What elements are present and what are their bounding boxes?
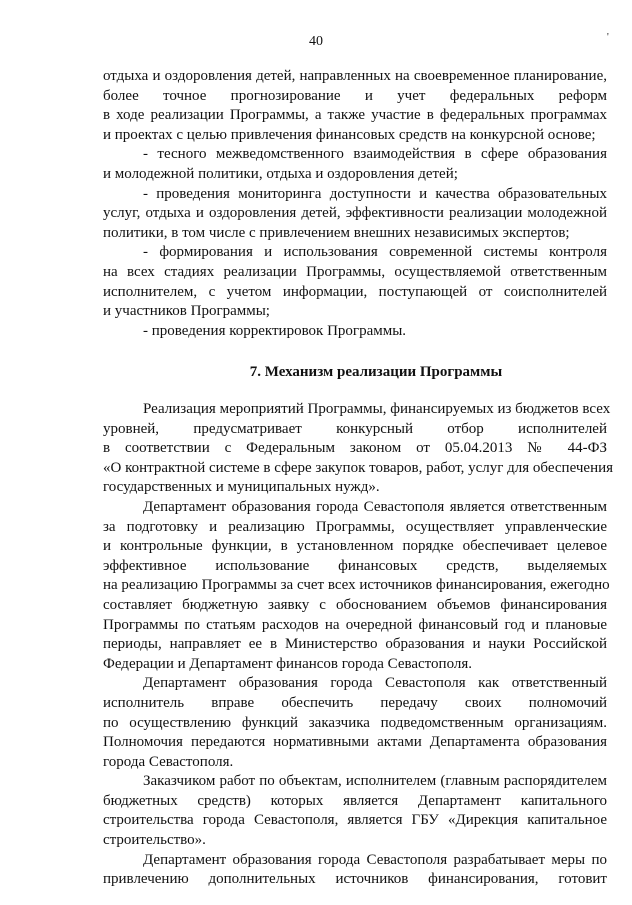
text-line: и проектах с целью привлечения финансовых средств на конкурсной основе; (103, 126, 596, 143)
text-line: - формирования и использования современной системы контроля (143, 244, 607, 261)
text-line: Программы по статьям расходов на очередной финансовый год и плановые (103, 616, 607, 633)
text-line: услуг, отдыха и оздоровления детей, эффективности реализации молодежной (103, 205, 607, 222)
text-line: государственных и муниципальных нужд». (103, 479, 380, 496)
text-line: Реализация мероприятий Программы, финансируемых из бюджетов всех (143, 401, 611, 417)
text-line: строительство». (103, 832, 206, 849)
text-line: на реализацию Программы за счет всех источников финансирования, ежегодно (103, 577, 610, 594)
text-line: Департамент образования города Севастополя является ответственным (143, 498, 607, 515)
section-heading: 7. Механизм реализации Программы (249, 364, 503, 380)
text-line: политики, в том числе с привлечением внешних независимых экспертов; (103, 224, 570, 241)
continued-text-block (103, 67, 607, 341)
text-line: Полномочия передаются нормативными актами Департамента образования (103, 734, 607, 751)
text-line: привлечению дополнительных источников финансирования, готовит (103, 871, 607, 888)
text-line: Департамент образования города Севастополя разрабатывает меры по (143, 851, 607, 868)
text-line: бюджетных средств) которых является Департамент капитального (103, 792, 607, 809)
text-line: города Севастополя. (103, 753, 234, 770)
text-line: составляет бюджетную заявку с обоснованием объемов финансирования (103, 596, 607, 613)
text-line: Федерации и Департамент финансов города Севастополя. (103, 655, 473, 672)
text-line: - проведения мониторинга доступности и качества образовательных (143, 185, 607, 202)
page-number: 40 (309, 34, 323, 49)
corner-mark: ' (607, 32, 609, 43)
text-line: более точное прогнозирование и учет федеральных реформ (103, 87, 607, 104)
text-line: уровней, предусматривает конкурсный отбор исполнителей (103, 420, 607, 437)
text-line: Департамент образования города Севастополя как ответственный (143, 675, 607, 692)
section-7-text-block (103, 400, 614, 890)
text-line: строительства города Севастополя, является ГБУ «Дирекция капитальное (103, 812, 607, 829)
text-line: и участников Программы; (103, 303, 270, 320)
text-line: - проведения корректировок Программы. (143, 322, 407, 339)
text-line: и молодежной политики, отдыха и оздоровления детей; (103, 165, 458, 182)
text-line: и контрольные функции, в установленном порядке обеспечивает целевое (103, 538, 607, 555)
text-line: по осуществлению функций заказчика подведомственным организациям. (103, 714, 607, 731)
text-line: исполнителем, с учетом информации, поступающей от соисполнителей (103, 283, 607, 300)
text-line: периоды, направляет ее в Министерство образования и науки Российской (103, 636, 607, 653)
text-line: - тесного межведомственного взаимодействия в сфере образования (143, 146, 607, 163)
text-line: на всех стадиях реализации Программы, осуществляемой ответственным (103, 263, 607, 280)
text-line: «О контрактной системе в сфере закупок товаров, работ, услуг для обеспечения (103, 459, 614, 476)
text-line: исполнитель вправе обеспечить передачу своих полномочий (103, 694, 607, 711)
text-line: эффективное использование финансовых средств, выделяемых (103, 557, 607, 574)
text-line: за подготовку и реализацию Программы, осуществляет управленческие (103, 518, 607, 535)
text-line: в ходе реализации Программы, а также участие в федеральных программах (103, 107, 607, 124)
text-line: в соответствии с Федеральным законом от 05.04.2013 № 44-ФЗ (103, 440, 607, 457)
text-line: Заказчиком работ по объектам, исполнителем (главным распорядителем (143, 773, 607, 790)
text-line: отдыха и оздоровления детей, направленных на своевременное планирование, (103, 68, 607, 84)
